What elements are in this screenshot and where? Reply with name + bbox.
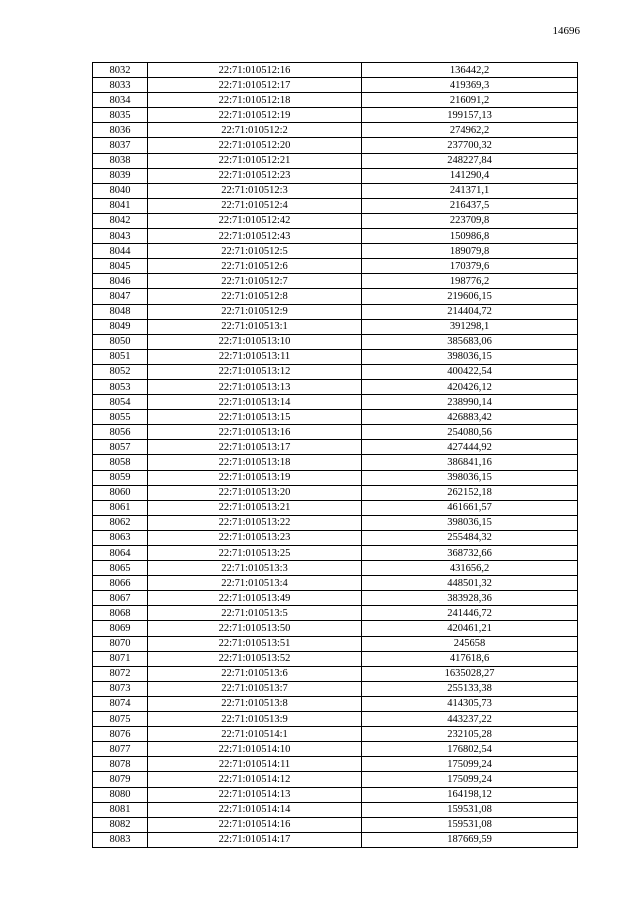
cadastral-number-cell: 22:71:010512:8 — [148, 289, 362, 304]
cadastral-number-cell: 22:71:010514:13 — [148, 787, 362, 802]
row-number-cell: 8073 — [93, 681, 148, 696]
row-number-cell: 8044 — [93, 244, 148, 259]
row-number-cell: 8079 — [93, 772, 148, 787]
row-number-cell: 8053 — [93, 379, 148, 394]
value-cell: 1635028,27 — [362, 666, 578, 681]
value-cell: 448501,32 — [362, 576, 578, 591]
value-cell: 420461,21 — [362, 621, 578, 636]
value-cell: 427444,92 — [362, 440, 578, 455]
value-cell: 164198,12 — [362, 787, 578, 802]
table-row — [93, 108, 578, 123]
row-number-cell: 8048 — [93, 304, 148, 319]
table-row — [93, 153, 578, 168]
cadastral-number-cell: 22:71:010513:7 — [148, 681, 362, 696]
cadastral-number-cell: 22:71:010513:13 — [148, 379, 362, 394]
cadastral-number-cell: 22:71:010514:12 — [148, 772, 362, 787]
value-cell: 245658 — [362, 636, 578, 651]
cadastral-number-cell: 22:71:010512:7 — [148, 274, 362, 289]
cadastral-number-cell: 22:71:010513:52 — [148, 651, 362, 666]
cadastral-number-cell: 22:71:010513:3 — [148, 561, 362, 576]
row-number-cell: 8075 — [93, 712, 148, 727]
value-cell: 419369,3 — [362, 78, 578, 93]
row-number-cell: 8081 — [93, 802, 148, 817]
row-number-cell: 8034 — [93, 93, 148, 108]
cadastral-value-table — [92, 62, 578, 848]
row-number-cell: 8042 — [93, 213, 148, 228]
table-row — [93, 817, 578, 832]
value-cell: 254080,56 — [362, 425, 578, 440]
value-cell: 159531,08 — [362, 802, 578, 817]
row-number-cell: 8045 — [93, 259, 148, 274]
table-row — [93, 681, 578, 696]
value-cell: 199157,13 — [362, 108, 578, 123]
table-row — [93, 832, 578, 847]
value-cell: 461661,57 — [362, 500, 578, 515]
cadastral-number-cell: 22:71:010514:16 — [148, 817, 362, 832]
cadastral-number-cell: 22:71:010513:11 — [148, 349, 362, 364]
table-row — [93, 455, 578, 470]
value-cell: 420426,12 — [362, 379, 578, 394]
table-body — [93, 63, 578, 848]
cadastral-number-cell: 22:71:010512:16 — [148, 63, 362, 78]
cadastral-number-cell: 22:71:010513:19 — [148, 470, 362, 485]
table-row — [93, 787, 578, 802]
row-number-cell: 8038 — [93, 153, 148, 168]
value-cell: 262152,18 — [362, 485, 578, 500]
row-number-cell: 8063 — [93, 530, 148, 545]
row-number-cell: 8043 — [93, 229, 148, 244]
table-row — [93, 274, 578, 289]
row-number-cell: 8059 — [93, 470, 148, 485]
value-cell: 241371,1 — [362, 183, 578, 198]
cadastral-number-cell: 22:71:010513:50 — [148, 621, 362, 636]
value-cell: 386841,16 — [362, 455, 578, 470]
row-number-cell: 8072 — [93, 666, 148, 681]
table-row — [93, 576, 578, 591]
cadastral-number-cell: 22:71:010513:10 — [148, 334, 362, 349]
cadastral-number-cell: 22:71:010513:6 — [148, 666, 362, 681]
row-number-cell: 8054 — [93, 395, 148, 410]
value-cell: 136442,2 — [362, 63, 578, 78]
value-cell: 248227,84 — [362, 153, 578, 168]
value-cell: 232105,28 — [362, 727, 578, 742]
cadastral-number-cell: 22:71:010513:12 — [148, 364, 362, 379]
value-cell: 198776,2 — [362, 274, 578, 289]
table-row — [93, 757, 578, 772]
table-row — [93, 319, 578, 334]
table-row — [93, 606, 578, 621]
value-cell: 426883,42 — [362, 410, 578, 425]
table-row — [93, 470, 578, 485]
cadastral-number-cell: 22:71:010513:23 — [148, 530, 362, 545]
cadastral-number-cell: 22:71:010513:21 — [148, 500, 362, 515]
row-number-cell: 8036 — [93, 123, 148, 138]
row-number-cell: 8049 — [93, 319, 148, 334]
row-number-cell: 8070 — [93, 636, 148, 651]
value-cell: 150986,8 — [362, 229, 578, 244]
row-number-cell: 8066 — [93, 576, 148, 591]
value-cell: 237700,32 — [362, 138, 578, 153]
value-cell: 176802,54 — [362, 742, 578, 757]
row-number-cell: 8064 — [93, 546, 148, 561]
value-cell: 175099,24 — [362, 772, 578, 787]
row-number-cell: 8082 — [93, 817, 148, 832]
value-cell: 383928,36 — [362, 591, 578, 606]
row-number-cell: 8041 — [93, 198, 148, 213]
value-cell: 170379,6 — [362, 259, 578, 274]
table-row — [93, 93, 578, 108]
row-number-cell: 8040 — [93, 183, 148, 198]
table-row — [93, 621, 578, 636]
value-cell: 238990,14 — [362, 395, 578, 410]
cadastral-number-cell: 22:71:010512:2 — [148, 123, 362, 138]
cadastral-number-cell: 22:71:010512:5 — [148, 244, 362, 259]
cadastral-number-cell: 22:71:010513:4 — [148, 576, 362, 591]
table-row — [93, 259, 578, 274]
table-row — [93, 696, 578, 711]
cadastral-number-cell: 22:71:010513:49 — [148, 591, 362, 606]
row-number-cell: 8046 — [93, 274, 148, 289]
value-cell: 216091,2 — [362, 93, 578, 108]
cadastral-number-cell: 22:71:010513:8 — [148, 696, 362, 711]
row-number-cell: 8057 — [93, 440, 148, 455]
value-cell: 398036,15 — [362, 349, 578, 364]
table-row — [93, 666, 578, 681]
value-cell: 189079,8 — [362, 244, 578, 259]
cadastral-number-cell: 22:71:010513:14 — [148, 395, 362, 410]
row-number-cell: 8050 — [93, 334, 148, 349]
value-cell: 414305,73 — [362, 696, 578, 711]
row-number-cell: 8076 — [93, 727, 148, 742]
table-row — [93, 395, 578, 410]
table-row — [93, 349, 578, 364]
value-cell: 274962,2 — [362, 123, 578, 138]
table-row — [93, 168, 578, 183]
table-row — [93, 802, 578, 817]
table-row — [93, 546, 578, 561]
table-row — [93, 123, 578, 138]
cadastral-number-cell: 22:71:010512:23 — [148, 168, 362, 183]
value-cell: 219606,15 — [362, 289, 578, 304]
value-cell: 255133,38 — [362, 681, 578, 696]
cadastral-number-cell: 22:71:010514:17 — [148, 832, 362, 847]
row-number-cell: 8069 — [93, 621, 148, 636]
cadastral-number-cell: 22:71:010512:19 — [148, 108, 362, 123]
value-cell: 187669,59 — [362, 832, 578, 847]
value-cell: 417618,6 — [362, 651, 578, 666]
cadastral-number-cell: 22:71:010513:15 — [148, 410, 362, 425]
value-cell: 141290,4 — [362, 168, 578, 183]
value-cell: 398036,15 — [362, 515, 578, 530]
table-row — [93, 78, 578, 93]
table-row — [93, 364, 578, 379]
row-number-cell: 8058 — [93, 455, 148, 470]
value-cell: 385683,06 — [362, 334, 578, 349]
cadastral-number-cell: 22:71:010513:22 — [148, 515, 362, 530]
table-row — [93, 530, 578, 545]
table-row — [93, 198, 578, 213]
cadastral-number-cell: 22:71:010512:21 — [148, 153, 362, 168]
value-cell: 431656,2 — [362, 561, 578, 576]
cadastral-number-cell: 22:71:010513:1 — [148, 319, 362, 334]
page-number: 14696 — [552, 25, 580, 37]
row-number-cell: 8068 — [93, 606, 148, 621]
table-row — [93, 727, 578, 742]
value-cell: 175099,24 — [362, 757, 578, 772]
cadastral-number-cell: 22:71:010514:10 — [148, 742, 362, 757]
value-cell: 443237,22 — [362, 712, 578, 727]
row-number-cell: 8060 — [93, 485, 148, 500]
table-row — [93, 183, 578, 198]
cadastral-number-cell: 22:71:010513:16 — [148, 425, 362, 440]
cadastral-number-cell: 22:71:010512:20 — [148, 138, 362, 153]
row-number-cell: 8083 — [93, 832, 148, 847]
cadastral-number-cell: 22:71:010514:11 — [148, 757, 362, 772]
row-number-cell: 8052 — [93, 364, 148, 379]
row-number-cell: 8047 — [93, 289, 148, 304]
value-cell: 400422,54 — [362, 364, 578, 379]
table-row — [93, 742, 578, 757]
row-number-cell: 8055 — [93, 410, 148, 425]
row-number-cell: 8051 — [93, 349, 148, 364]
table-row — [93, 289, 578, 304]
cadastral-number-cell: 22:71:010514:1 — [148, 727, 362, 742]
table-row — [93, 244, 578, 259]
row-number-cell: 8056 — [93, 425, 148, 440]
value-cell: 255484,32 — [362, 530, 578, 545]
row-number-cell: 8080 — [93, 787, 148, 802]
value-cell: 223709,8 — [362, 213, 578, 228]
table-row — [93, 500, 578, 515]
row-number-cell: 8033 — [93, 78, 148, 93]
cadastral-number-cell: 22:71:010513:18 — [148, 455, 362, 470]
table-row — [93, 712, 578, 727]
cadastral-number-cell: 22:71:010512:9 — [148, 304, 362, 319]
cadastral-number-cell: 22:71:010512:42 — [148, 213, 362, 228]
table-row — [93, 425, 578, 440]
cadastral-number-cell: 22:71:010512:4 — [148, 198, 362, 213]
cadastral-number-cell: 22:71:010513:25 — [148, 546, 362, 561]
value-cell: 216437,5 — [362, 198, 578, 213]
value-cell: 241446,72 — [362, 606, 578, 621]
value-cell: 398036,15 — [362, 470, 578, 485]
table-row — [93, 229, 578, 244]
value-cell: 214404,72 — [362, 304, 578, 319]
row-number-cell: 8078 — [93, 757, 148, 772]
cadastral-number-cell: 22:71:010513:20 — [148, 485, 362, 500]
table-row — [93, 515, 578, 530]
row-number-cell: 8067 — [93, 591, 148, 606]
table-row — [93, 561, 578, 576]
table-row — [93, 410, 578, 425]
row-number-cell: 8039 — [93, 168, 148, 183]
cadastral-number-cell: 22:71:010513:17 — [148, 440, 362, 455]
table-row — [93, 334, 578, 349]
row-number-cell: 8071 — [93, 651, 148, 666]
value-cell: 159531,08 — [362, 817, 578, 832]
value-cell: 391298,1 — [362, 319, 578, 334]
cadastral-number-cell: 22:71:010512:17 — [148, 78, 362, 93]
cadastral-number-cell: 22:71:010512:43 — [148, 229, 362, 244]
cadastral-number-cell: 22:71:010512:6 — [148, 259, 362, 274]
table-row — [93, 304, 578, 319]
table-row — [93, 138, 578, 153]
table-row — [93, 379, 578, 394]
table-row — [93, 772, 578, 787]
row-number-cell: 8037 — [93, 138, 148, 153]
cadastral-number-cell: 22:71:010513:5 — [148, 606, 362, 621]
row-number-cell: 8035 — [93, 108, 148, 123]
table-row — [93, 591, 578, 606]
cadastral-number-cell: 22:71:010513:51 — [148, 636, 362, 651]
cadastral-number-cell: 22:71:010513:9 — [148, 712, 362, 727]
row-number-cell: 8032 — [93, 63, 148, 78]
row-number-cell: 8077 — [93, 742, 148, 757]
table-row — [93, 651, 578, 666]
row-number-cell: 8065 — [93, 561, 148, 576]
table-row — [93, 485, 578, 500]
table-row — [93, 440, 578, 455]
row-number-cell: 8074 — [93, 696, 148, 711]
value-cell: 368732,66 — [362, 546, 578, 561]
row-number-cell: 8062 — [93, 515, 148, 530]
cadastral-number-cell: 22:71:010512:18 — [148, 93, 362, 108]
table-row — [93, 636, 578, 651]
table-row — [93, 63, 578, 78]
cadastral-number-cell: 22:71:010514:14 — [148, 802, 362, 817]
row-number-cell: 8061 — [93, 500, 148, 515]
cadastral-number-cell: 22:71:010512:3 — [148, 183, 362, 198]
table-row — [93, 213, 578, 228]
